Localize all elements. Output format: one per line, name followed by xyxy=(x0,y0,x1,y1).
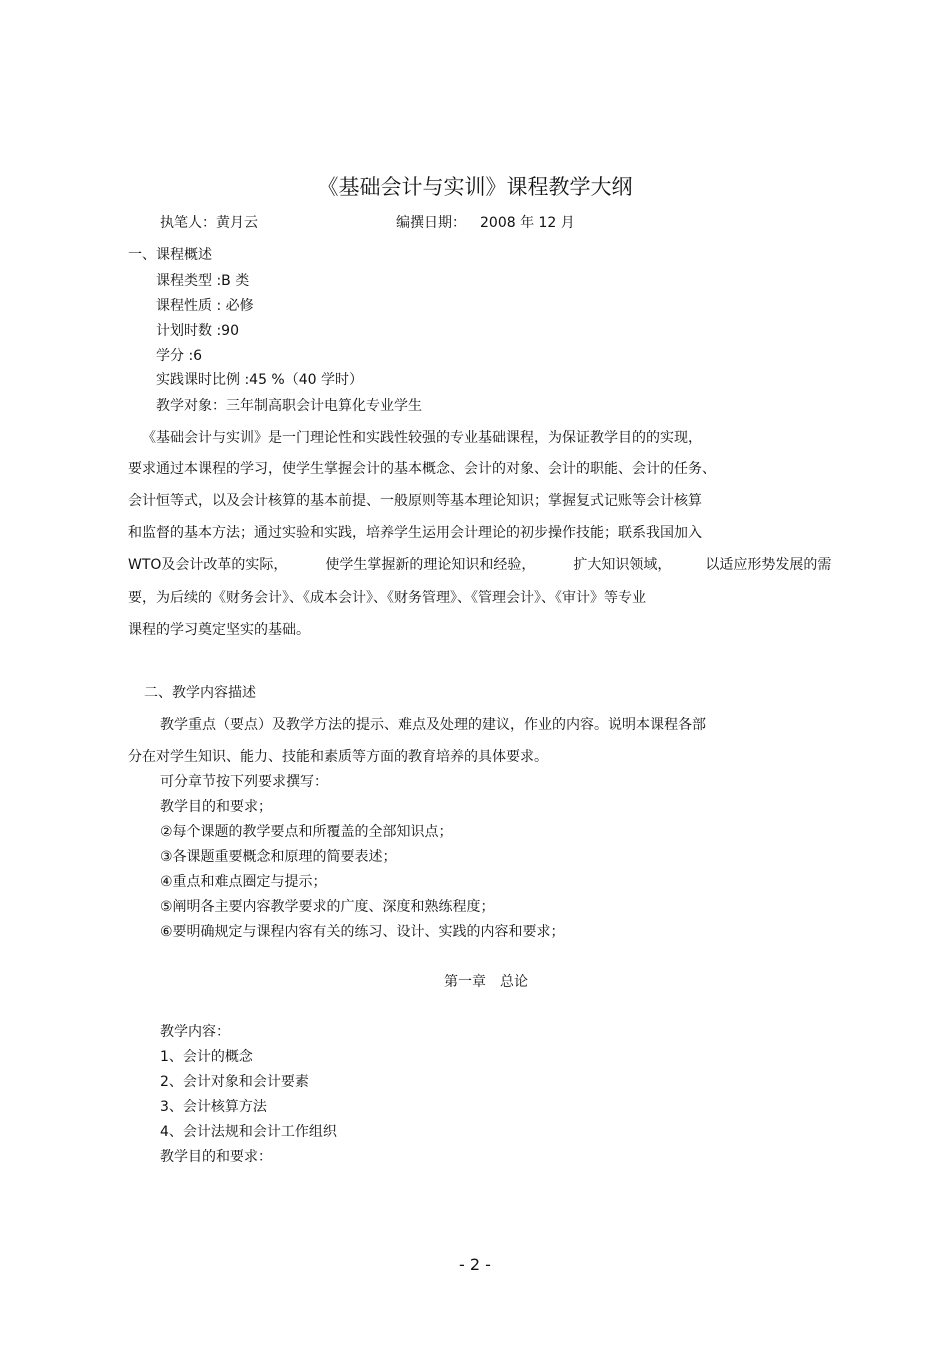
field-target-students: 教学对象：三年制高职会计电算化专业学生 xyxy=(156,398,422,414)
overview-line-5 xyxy=(128,556,831,574)
date-label: 编撰日期： xyxy=(396,215,466,231)
overview-line-5-part-3: 扩大知识领域， xyxy=(573,557,672,573)
document-title: 《基础会计与实训》课程教学大纲 xyxy=(317,175,633,199)
requirement-item: ④重点和难点圈定与提示； xyxy=(160,874,327,890)
date-value: 2008 年 12 月 xyxy=(480,215,575,231)
field-planned-hours: 计划时数 :90 xyxy=(156,323,239,339)
field-course-type: 课程类型 :B 类 xyxy=(156,273,250,289)
overview-line-5-part-1: WTO及会计改革的实际， xyxy=(128,557,288,573)
section1-heading: 一、课程概述 xyxy=(128,247,212,263)
chapter1-content-item: 1、会计的概念 xyxy=(160,1049,253,1065)
field-credits: 学分 :6 xyxy=(156,348,203,364)
page-number: - 2 - xyxy=(459,1255,491,1274)
overview-line-6: 要，为后续的《财务会计》、《成本会计》、《财务管理》、《管理会计》、《审计》等专业 xyxy=(128,590,646,606)
overview-line-3: 会计恒等式，以及会计核算的基本前提、一般原则等基本理论知识；掌握复式记账等会计核算 xyxy=(128,493,702,509)
section2-heading: 二、教学内容描述 xyxy=(144,685,256,701)
content-desc-line-2: 分在对学生知识、能力、技能和素质等方面的教育培养的具体要求。 xyxy=(128,749,548,765)
overview-line-7: 课程的学习奠定坚实的基础。 xyxy=(128,622,310,638)
overview-line-5-part-4: 以适应形势发展的需 xyxy=(705,557,832,573)
requirement-item: ③各课题重要概念和原理的简要表述； xyxy=(160,849,397,865)
content-desc-intro: 可分章节按下列要求撰写： xyxy=(160,774,328,790)
chapter1-content-item: 2、会计对象和会计要素 xyxy=(160,1074,309,1090)
requirement-item: ②每个课题的教学要点和所覆盖的全部知识点； xyxy=(160,824,453,840)
field-practice-ratio: 实践课时比例 :45 %（40 学时） xyxy=(156,372,363,388)
chapter1-content-label: 教学内容： xyxy=(160,1024,230,1040)
field-course-nature: 课程性质 : 必修 xyxy=(156,298,254,314)
requirement-item: ⑤阐明各主要内容教学要求的广度、深度和熟练程度； xyxy=(160,899,495,915)
chapter1-goals-label: 教学目的和要求： xyxy=(160,1149,272,1165)
chapter1-content-item: 4、会计法规和会计工作组织 xyxy=(160,1124,337,1140)
requirement-item: ⑥要明确规定与课程内容有关的练习、设计、实践的内容和要求； xyxy=(160,924,565,940)
author-line: 执笔人：黄月云 xyxy=(160,215,258,231)
chapter1-heading: 第一章 总论 xyxy=(444,974,528,990)
requirement-item: 教学目的和要求； xyxy=(160,799,272,815)
overview-line-4: 和监督的基本方法；通过实验和实践，培养学生运用会计理论的初步操作技能；联系我国加入 xyxy=(128,525,702,541)
content-desc-line-1: 教学重点（要点）及教学方法的提示、难点及处理的建议，作业的内容。说明本课程各部 xyxy=(160,717,706,733)
overview-line-2: 要求通过本课程的学习，使学生掌握会计的基本概念、会计的对象、会计的职能、会计的任务、 xyxy=(128,461,716,477)
overview-line-5-part-2: 使学生掌握新的理论知识和经验， xyxy=(325,557,536,573)
overview-line-1: 《基础会计与实训》是一门理论性和实践性较强的专业基础课程，为保证教学目的的实现， xyxy=(142,430,702,446)
chapter1-content-item: 3、会计核算方法 xyxy=(160,1099,267,1115)
